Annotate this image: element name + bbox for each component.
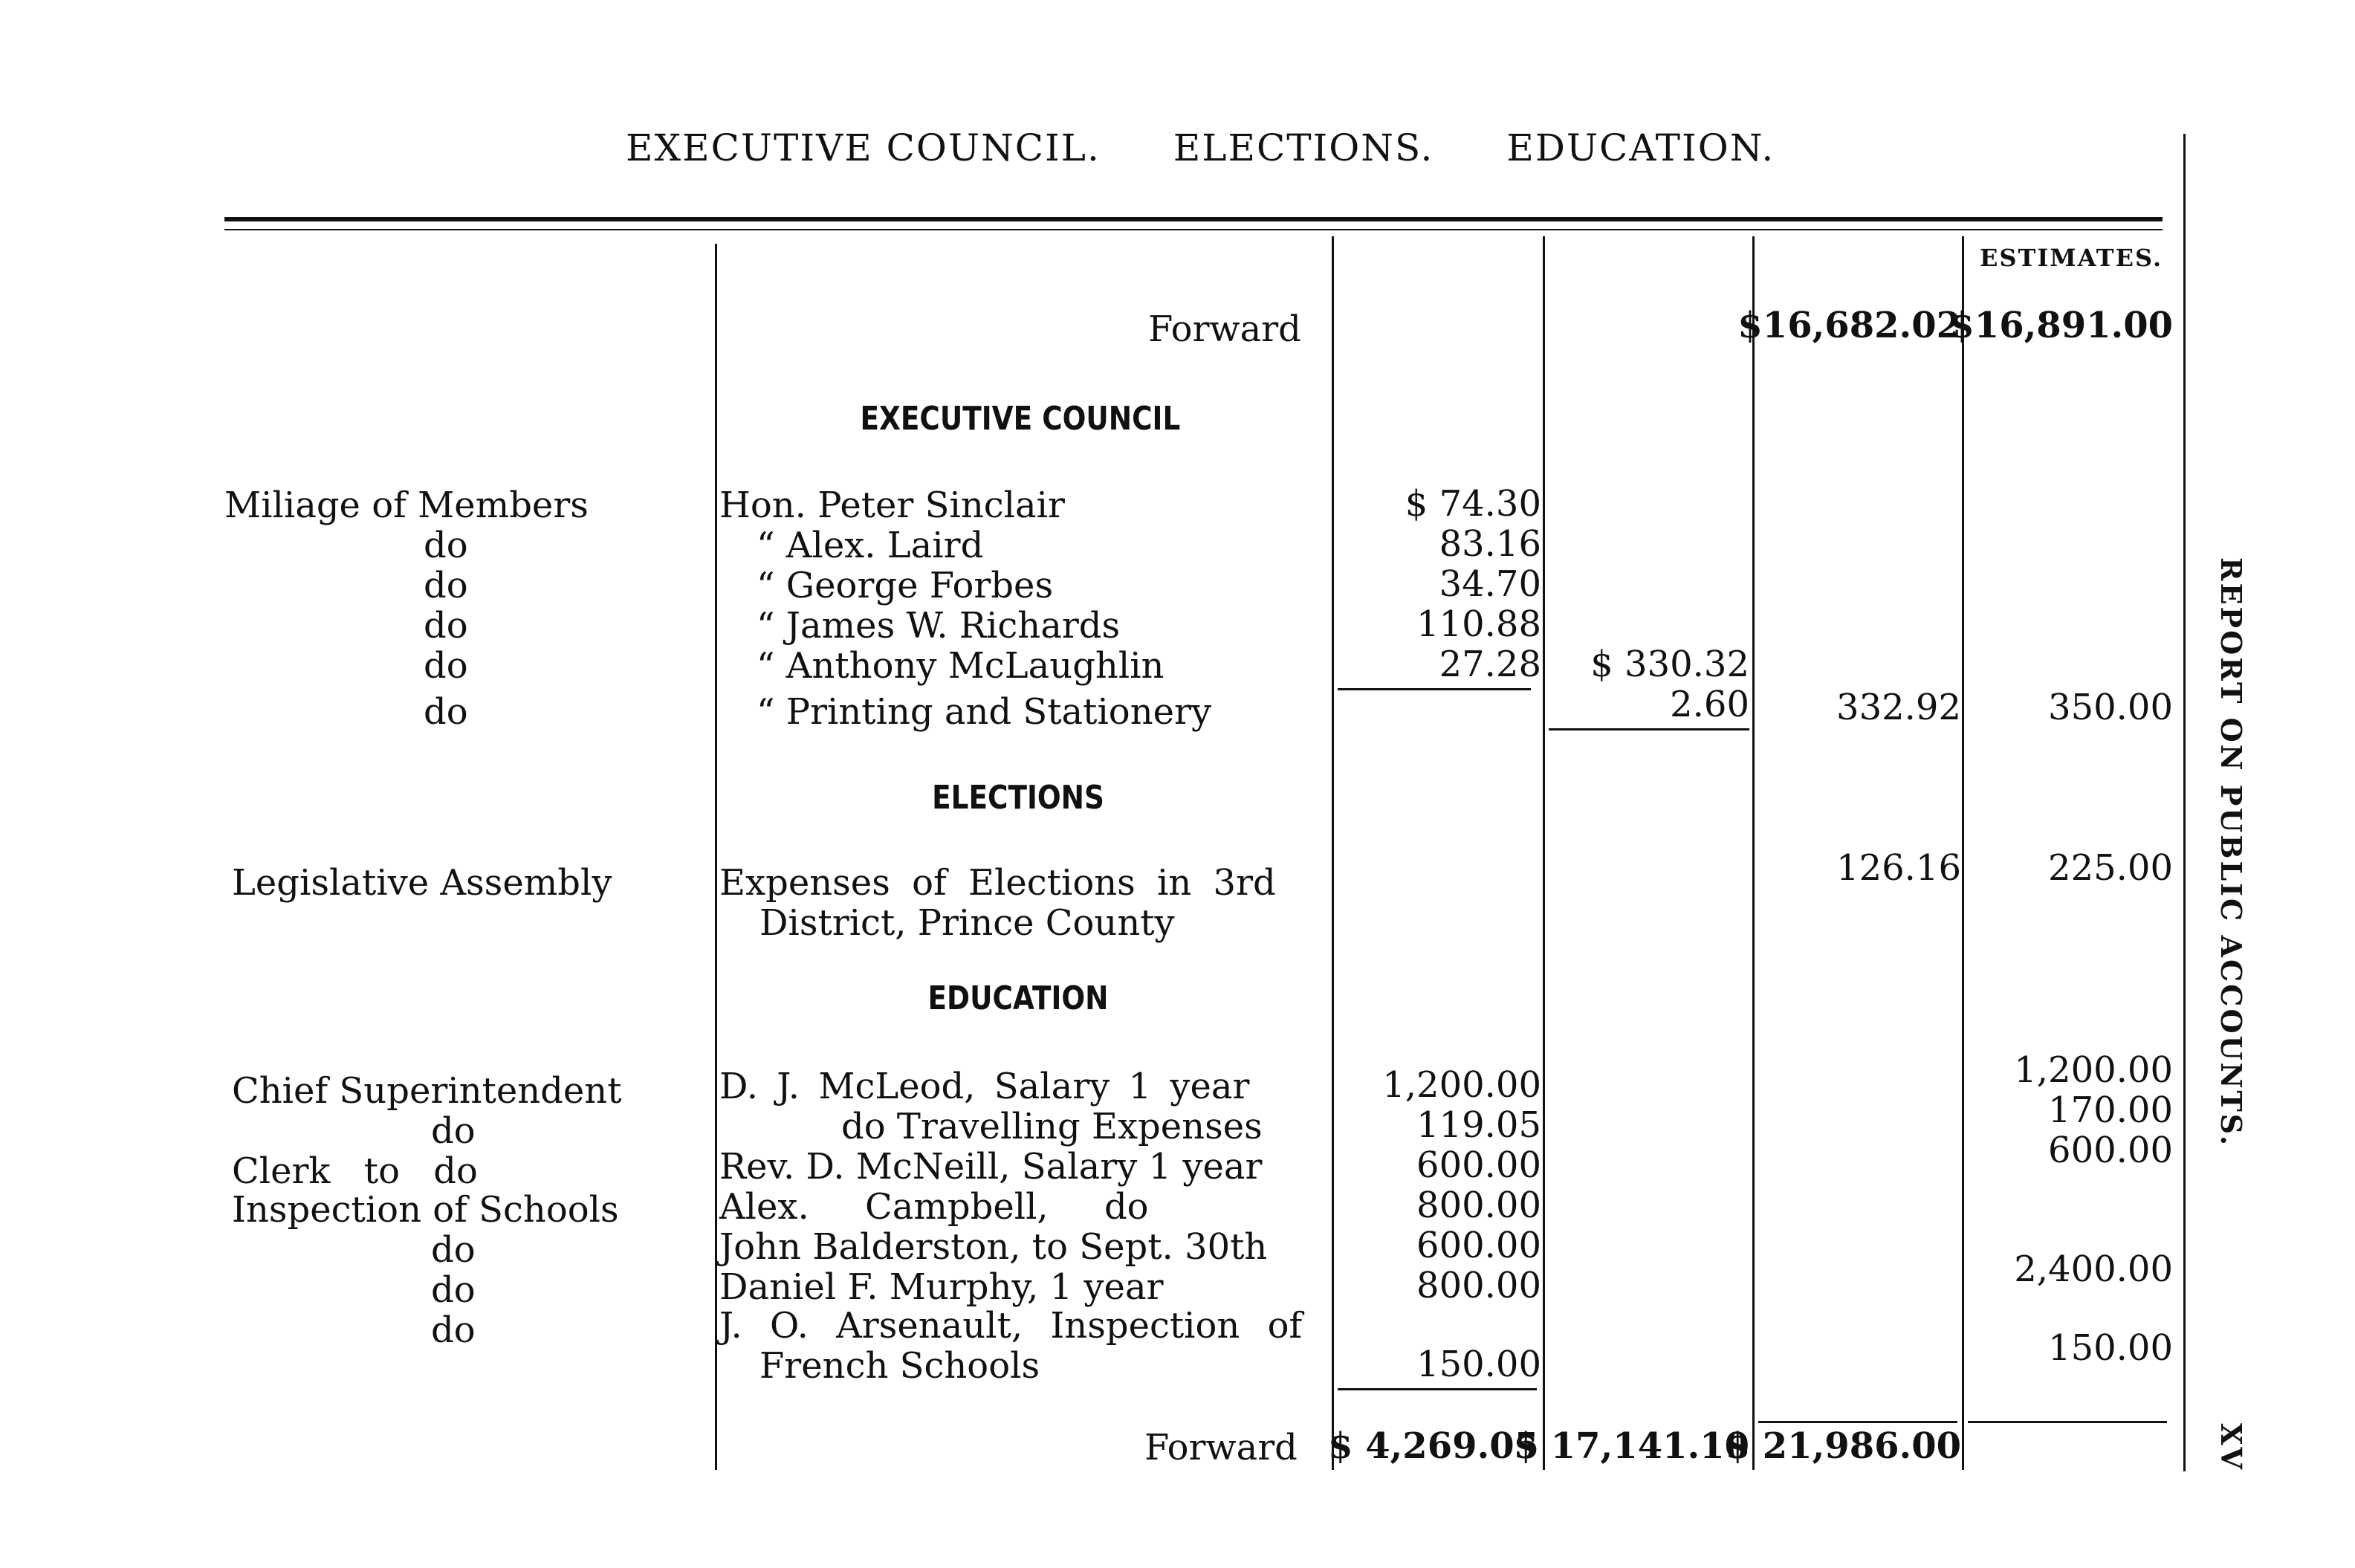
row-description-cont: District, Prince County xyxy=(759,902,1175,944)
column-divider-c4 xyxy=(1962,236,1964,1470)
row-description: Rev. D. McNeill, Salary 1 year xyxy=(719,1146,1263,1188)
column-divider-desc xyxy=(715,244,717,1470)
row-description: Alex. Campbell, do xyxy=(719,1186,1149,1228)
category-label: Miliage of Members xyxy=(224,485,589,526)
forward-top-col4: $16,891.00 xyxy=(1949,305,2173,346)
column-divider-c2 xyxy=(1543,236,1545,1470)
header-rule-thick xyxy=(224,217,2163,221)
row-description: Expenses of Elections in 3rd xyxy=(719,862,1276,904)
row-amount-c4: 2,400.00 xyxy=(2014,1248,2173,1290)
forward-top-col3: $16,682.02 xyxy=(1737,305,1961,346)
forward-top-label: Forward xyxy=(1148,308,1301,350)
row-amount-c4: 225.00 xyxy=(2048,847,2173,889)
row-amount-c4: 600.00 xyxy=(2048,1130,2173,1171)
row-description: Hon. Peter Sinclair xyxy=(719,485,1065,526)
column-divider-c1 xyxy=(1332,236,1334,1470)
category-label: do xyxy=(424,605,468,647)
forward-bottom-col4: $ 21,986.00 xyxy=(1725,1425,1961,1467)
row-amount-c1: 110.88 xyxy=(1416,603,1541,645)
row-description: John Balderston, to Sept. 30th xyxy=(719,1226,1268,1268)
row-amount-c1: 1,200.00 xyxy=(1382,1064,1541,1106)
category-label: Chief Superintendent xyxy=(232,1070,622,1112)
category-label: do xyxy=(424,645,468,687)
subtotal-rule-c2 xyxy=(1549,728,1749,730)
category-label: do xyxy=(424,525,468,566)
row-description: “ Printing and Stationery xyxy=(757,691,1212,733)
row-description: “ Alex. Laird xyxy=(757,525,984,566)
row-description: do Travelling Expenses xyxy=(841,1106,1263,1147)
total-rule-c3 xyxy=(1758,1421,1957,1423)
forward-bottom-label: Forward xyxy=(1144,1427,1298,1468)
row-description: J. O. Arsenault, Inspection of xyxy=(719,1305,1303,1347)
row-description: “ Anthony McLaughlin xyxy=(757,645,1164,687)
total-rule-c4 xyxy=(1968,1421,2167,1423)
page-title xyxy=(626,126,1775,169)
category-label: do xyxy=(431,1269,476,1311)
estimates-header: ESTIMATES. xyxy=(1980,244,2163,272)
section-heading-elections: ELECTIONS xyxy=(932,779,1104,817)
total-rule-c1 xyxy=(1338,1388,1537,1390)
row-amount-c3: 126.16 xyxy=(1836,847,1961,889)
row-description: D. J. McLeod, Salary 1 year xyxy=(719,1066,1250,1107)
row-description: Daniel F. Murphy, 1 year xyxy=(719,1266,1164,1308)
row-amount-c1: 600.00 xyxy=(1416,1225,1541,1266)
row-amount-c1: 83.16 xyxy=(1439,523,1541,565)
category-label: Clerk to do xyxy=(232,1150,478,1192)
row-amount-c1: 150.00 xyxy=(1416,1344,1541,1385)
side-report-title: REPORT ON PUBLIC ACCOUNTS. xyxy=(2215,557,2248,1148)
row-amount-c1: 34.70 xyxy=(1439,563,1541,605)
header-rule-thin xyxy=(224,229,2163,230)
row-description: “ George Forbes xyxy=(757,565,1054,606)
row-amount-c1: $ 74.30 xyxy=(1405,483,1541,525)
row-amount-c1: 27.28 xyxy=(1439,644,1541,685)
side-page-number: XV xyxy=(2215,1423,2248,1471)
section-heading-education: EDUCATION xyxy=(927,979,1109,1017)
title-executive-council: EXECUTIVE COUNCIL. xyxy=(626,126,1101,169)
row-description: “ James W. Richards xyxy=(757,605,1121,647)
right-border-line xyxy=(2183,134,2186,1471)
row-amount-c4: 350.00 xyxy=(2048,687,2173,728)
column-divider-c3 xyxy=(1752,236,1755,1470)
category-label: do xyxy=(424,691,468,733)
section-heading-executive: EXECUTIVE COUNCIL xyxy=(860,400,1181,438)
row-amount-c4: 1,200.00 xyxy=(2014,1049,2173,1091)
row-description-cont: French Schools xyxy=(759,1345,1040,1387)
row-amount-c2: $ 330.32 xyxy=(1590,644,1749,685)
category-label: Legislative Assembly xyxy=(232,862,612,904)
category-label: do xyxy=(424,565,468,606)
row-amount-c1: 600.00 xyxy=(1416,1144,1541,1186)
row-amount-c1: 800.00 xyxy=(1416,1265,1541,1306)
category-label: do xyxy=(431,1309,476,1351)
title-elections: ELECTIONS. xyxy=(1173,126,1434,169)
row-amount-c1: 119.05 xyxy=(1416,1104,1541,1146)
subtotal-rule-c1 xyxy=(1338,688,1531,690)
category-label: do xyxy=(431,1110,476,1152)
row-amount-c4: 150.00 xyxy=(2048,1327,2173,1369)
row-amount-c3: 332.92 xyxy=(1836,687,1961,728)
title-education: EDUCATION. xyxy=(1506,126,1775,169)
forward-bottom-col2: $ 4,269.05 xyxy=(1328,1425,1539,1467)
row-amount-c1: 800.00 xyxy=(1416,1185,1541,1226)
forward-bottom-col3: $ 17,141.10 xyxy=(1513,1425,1749,1467)
category-label: Inspection of Schools xyxy=(232,1189,619,1231)
row-amount-c2: 2.60 xyxy=(1670,684,1749,725)
row-amount-c4: 170.00 xyxy=(2048,1089,2173,1131)
category-label: do xyxy=(431,1229,476,1271)
